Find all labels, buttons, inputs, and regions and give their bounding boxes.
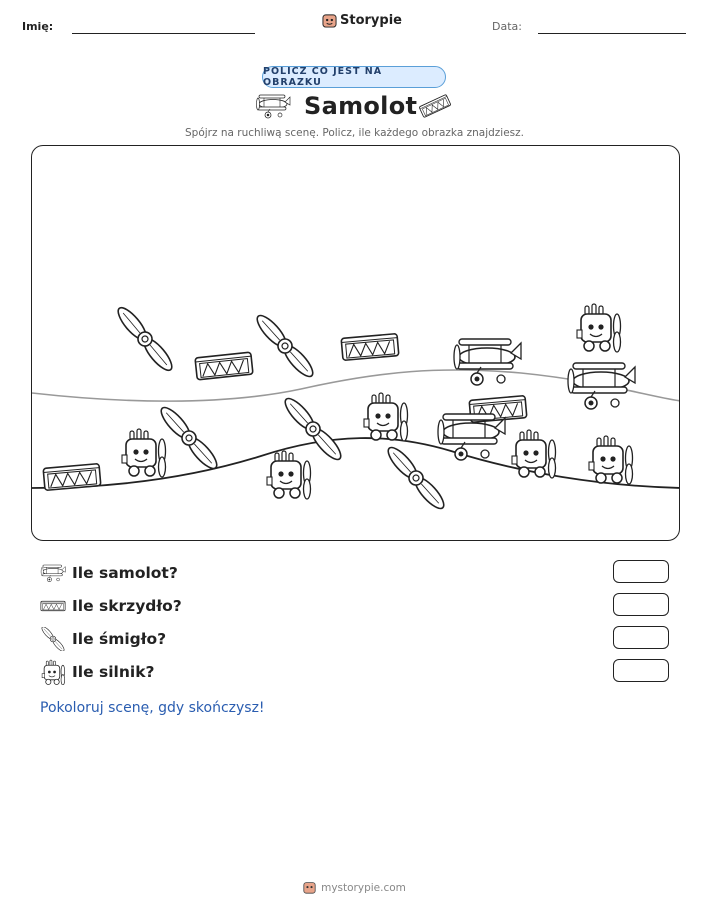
airplane-title-icon: [255, 91, 291, 121]
question-engine: [40, 660, 155, 684]
storypie-logo-icon: [322, 13, 337, 28]
date-label: Data:: [492, 20, 522, 33]
brand-logo: [322, 13, 402, 28]
footer: [0, 881, 709, 894]
airplane-1: [454, 339, 521, 385]
engine-5: [512, 430, 556, 478]
propeller-5: [384, 444, 448, 513]
question-wing: [40, 594, 182, 618]
engine-2: [122, 429, 166, 477]
question-propeller: [40, 627, 166, 651]
question-airplane: [40, 561, 178, 585]
propeller-2: [253, 312, 317, 381]
wing-icon: [40, 598, 66, 614]
activity-badge: POLICZ CO JEST NA OBRAZKU: [262, 66, 446, 88]
name-label: Imię:: [22, 20, 54, 33]
airplane-2: [568, 363, 635, 409]
answer-box-airplane[interactable]: [613, 560, 669, 583]
question-text: Ile śmigło?: [72, 630, 167, 648]
engine-6: [589, 436, 633, 484]
answer-box-engine[interactable]: [613, 659, 669, 682]
instructions: Spójrz na ruchliwą scenę. Policz, ile każdego obrazka znajdziesz.: [185, 127, 524, 139]
name-line[interactable]: [72, 33, 255, 34]
question-text: Ile samolot?: [72, 564, 178, 582]
scene-illustration: [32, 146, 680, 541]
date-line[interactable]: [538, 33, 686, 34]
page-title: Samolot: [304, 92, 418, 120]
storypie-footer-icon: [303, 881, 316, 894]
propeller-icon: [40, 627, 66, 651]
counting-scene: [31, 145, 680, 541]
wing-title-icon: [418, 93, 452, 119]
brand-name: Storypie: [340, 13, 402, 28]
wing-3: [43, 464, 101, 491]
propeller-1: [114, 304, 176, 374]
propeller-3: [157, 404, 221, 473]
engine-1: [577, 304, 621, 352]
wing-1: [195, 352, 253, 380]
wing-2: [341, 334, 399, 361]
footer-site[interactable]: mystorypie.com: [321, 881, 406, 894]
answer-box-propeller[interactable]: [613, 626, 669, 649]
answer-box-wing[interactable]: [613, 593, 669, 616]
engine-icon: [40, 659, 66, 685]
question-text: Ile silnik?: [72, 663, 155, 681]
coloring-note: Pokoloruj scenę, gdy skończysz!: [40, 700, 265, 716]
engine-4: [267, 451, 311, 499]
airplane-icon: [40, 562, 66, 584]
engine-3: [364, 393, 408, 441]
question-text: Ile skrzydło?: [72, 597, 182, 615]
